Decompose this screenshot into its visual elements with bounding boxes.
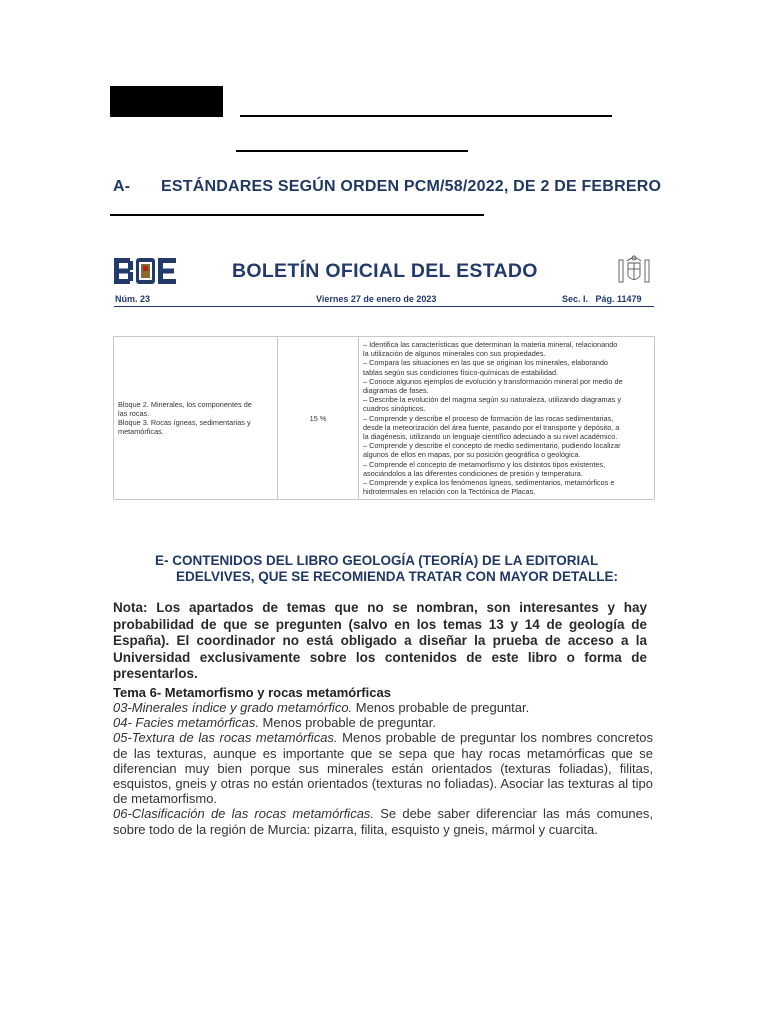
standard-line: tablas según sus condiciones físico-químicas de estabilidad. — [363, 367, 559, 377]
list-item — [113, 700, 653, 715]
standard-line: asociándolos a las diferentes condiciones de presión y temperatura. — [363, 468, 583, 478]
item-heading: 06-Clasificación de las rocas metamórficas. — [113, 806, 375, 822]
tema-6-title: Tema 6- Metamorfismo y rocas metamórficas — [113, 685, 391, 700]
standard-line: – Comprende y describe el concepto de medio sedimentario, pudiendo localizar — [363, 441, 621, 451]
section-a-title: ESTÁNDARES SEGÚN ORDEN PCM/58/2022, DE 2 DE FEBRERO — [161, 178, 662, 195]
block-line: Bloque 2. Minerales, los componentes de — [118, 399, 252, 409]
item-text: Menos probable de preguntar. — [258, 715, 437, 731]
list-item — [113, 806, 653, 836]
standard-line: cuadros sinópticos. — [363, 404, 426, 414]
spain-coat-of-arms-icon — [616, 252, 652, 288]
standard-line: – Compara las situaciones en las que se originan los minerales, elaborando — [363, 358, 608, 368]
list-item — [113, 730, 653, 806]
item-text: Se debe saber diferenciar las más comunes, sobre todo de la región de Murcia: pizarra, filita, esquisto y gneis, mármol y cuarcita. — [113, 806, 653, 837]
section-a-rule — [110, 214, 484, 216]
section-e-heading — [155, 553, 650, 585]
item-heading: 05-Textura de las rocas metamórficas. — [113, 730, 338, 746]
table-row — [114, 337, 655, 500]
item-text: Menos probable de preguntar los nombres concretos de las texturas, aunque es importante que se sepa que hay rocas metamórficas que se diferencian muy bien porque sus minerales están orientados (texturas foliadas), filitas, esquistos, gneis y otras no están orientados (texturas no foliadas). Asociar las texturas al tipo de metamorfismo. — [113, 730, 653, 807]
boe-date: Viernes 27 de enero de 2023 — [316, 294, 437, 304]
percentage-cell: 15 % — [278, 337, 359, 500]
standards-cell — [359, 337, 655, 500]
standard-line: algunos de ellos en mapas, por su posición geográfica o geológica. — [363, 450, 581, 460]
boe-title: BOLETÍN OFICIAL DEL ESTADO — [232, 260, 538, 282]
section-a-heading — [113, 178, 661, 196]
note-paragraph: Nota: Los apartados de temas que no se nombran, son interesantes y hay probabilidad de que se pregunten (salvo en los temas 13 y 14 de geología de España). El coordinador no está obligado a diseñar la prueba de acceso a la Universidad exclusivamente sobre los contenidos de este libro o forma de presentarlos. — [113, 600, 647, 681]
block-line: las rocas. — [118, 409, 150, 419]
boe-header-rule — [114, 306, 654, 307]
standard-line: – Conoce algunos ejemplos de evolución y transformación mineral por medio de — [363, 376, 623, 386]
item-text: Menos probable de preguntar. — [352, 700, 530, 715]
block-line: Bloque 3. Rocas ígneas, sedimentarias y — [118, 418, 251, 428]
boe-number: Núm. 23 — [115, 294, 151, 304]
standard-line: – Identifica las características que determinan la materia mineral, relacionando — [363, 340, 618, 349]
section-a-code: A- — [113, 178, 131, 195]
standard-line: diagramas de fases. — [363, 386, 429, 396]
item-heading: 04- Facies metamórficas. — [113, 715, 259, 731]
block-cell — [114, 337, 278, 500]
tema-6-items — [113, 700, 653, 837]
boe-logo-icon — [114, 258, 176, 284]
redacted-box — [110, 86, 223, 117]
standard-line: – Comprende el concepto de metamorfismo y los distintos tipos existentes, — [363, 459, 606, 469]
blank-line-2 — [236, 150, 468, 152]
standard-line: la utilización de algunos minerales con sus propiedades. — [363, 349, 546, 359]
section-e-line-1: E- CONTENIDOS DEL LIBRO GEOLOGÍA (TEORÍA) DE LA EDITORIAL — [155, 553, 599, 568]
standard-line: desde la meteorización del área fuente, pasando por el transporte y depósito, a — [363, 422, 620, 432]
standards-table — [113, 336, 655, 500]
item-heading: 03-Minerales índice y grado metamórfico. — [113, 700, 353, 715]
standard-line: – Comprende y describe el proceso de formación de las rocas sedimentarias, — [363, 413, 614, 423]
standard-line: – Describe la evolución del magma según su naturaleza, utilizando diagramas y — [363, 395, 621, 405]
section-e-line-2: EDELVIVES, QUE SE RECOMIENDA TRATAR CON MAYOR DETALLE: — [176, 569, 619, 584]
standard-line: la diagénesis, utilizando un lenguaje científico adecuado a su nivel académico. — [363, 432, 618, 442]
boe-section-page: Sec. I. Pág. 11479 — [562, 294, 642, 304]
list-item — [113, 715, 653, 730]
standard-line: hidrotermales en relación con la Tectónica de Placas. — [363, 487, 536, 497]
blank-line-1 — [240, 115, 612, 117]
block-line: metamórficas. — [118, 427, 164, 437]
standard-line: – Comprende y explica los fenómenos ígneos, sedimentarios, metamórficos e — [363, 478, 615, 488]
